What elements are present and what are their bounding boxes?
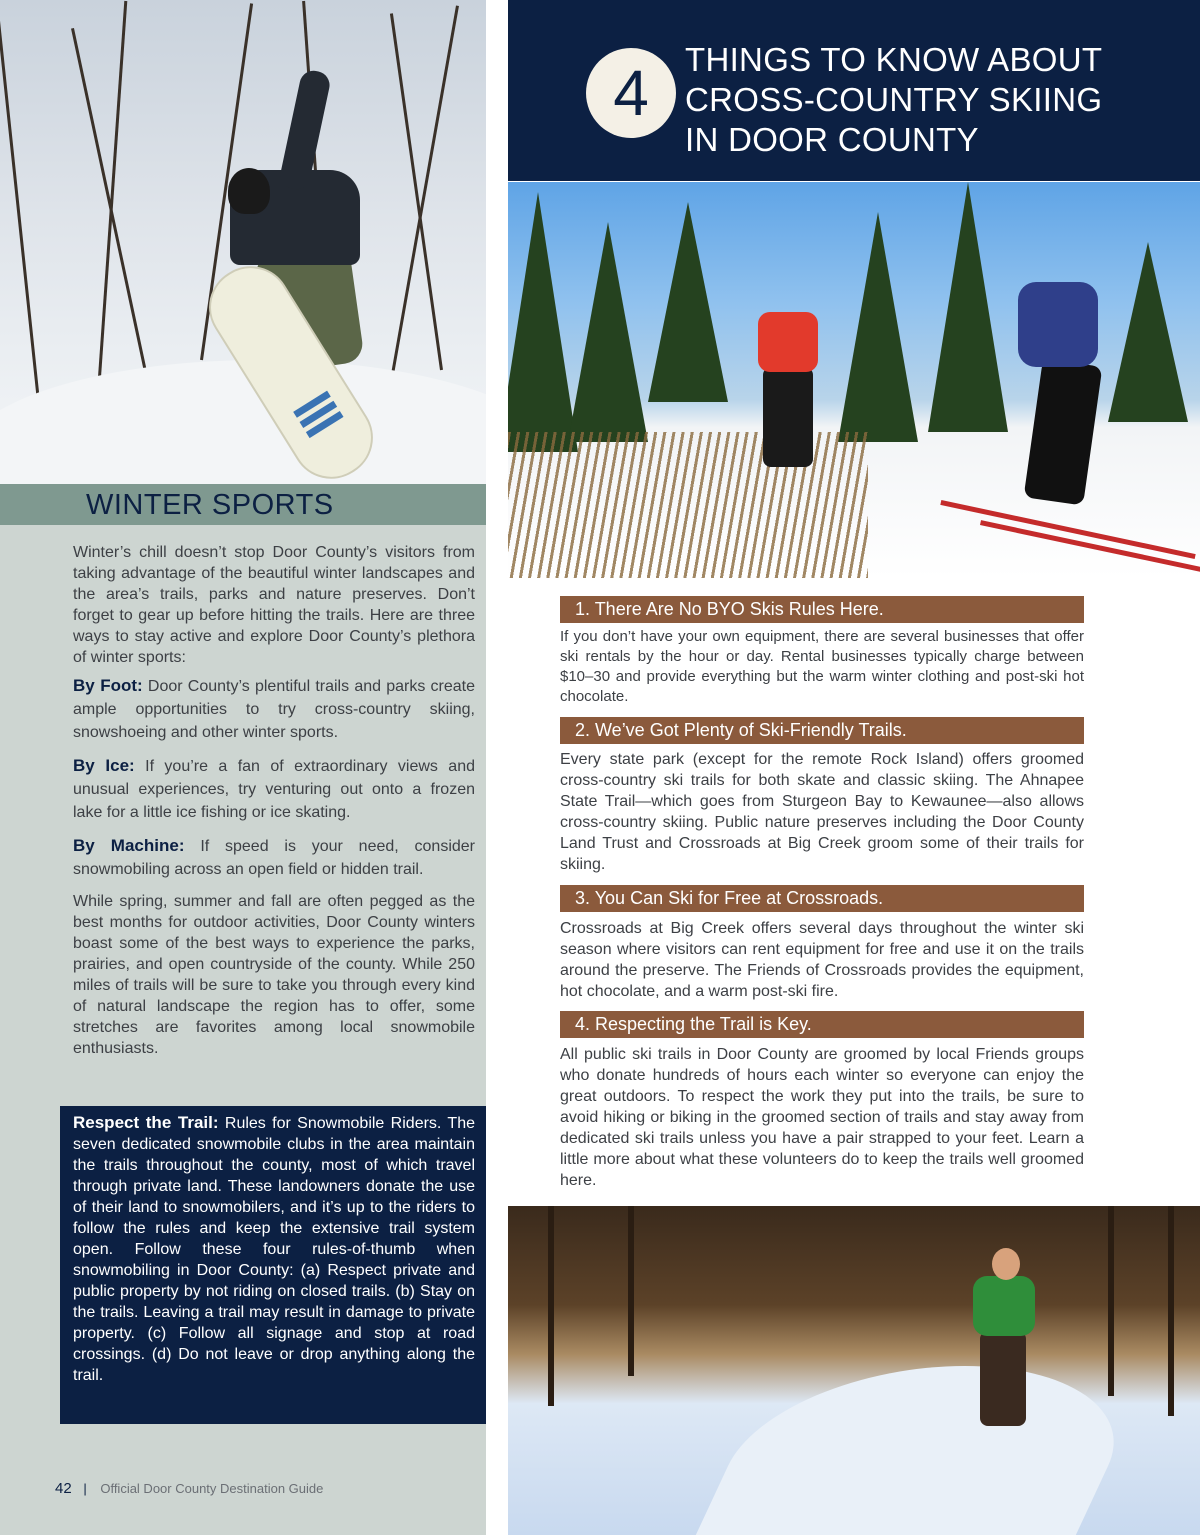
footer-separator: | [83, 1481, 87, 1496]
page-number: 42 [55, 1480, 72, 1497]
tip-heading-4: 4. Respecting the Trail is Key. [560, 1011, 1084, 1038]
by-ice-text: If you’re a fan of extraordinary views and unusual experiences, try venturing out onto a frozen lake for a little ice fishing or ice skating. [73, 758, 475, 821]
winter-closing: While spring, summer and fall are often pegged as the best months for outdoor activities, Door County winters boast some of the best ways to experience the parks, prairies, and open countryside of the county. While 250 miles of trails will be sure to take you through every kind of natural landscape the region has to offer, some stretches are favorites among local snowmobile enthusiasts. [73, 893, 475, 1057]
by-machine-text: If speed is your need, consider snowmobiling across an open field or hidden trail. [73, 838, 476, 878]
respect-trail-text [73, 1112, 475, 1386]
tip-text-1: If you don’t have your own equipment, there are several businesses that offer ski rentals by the hour or day. Rental businesses typically charge between $10–30 and provide everything but the warm winter clothing and post-ski hot chocolate. [560, 628, 1084, 705]
number-badge: 4 [586, 48, 676, 138]
by-machine-label: By Machine: [73, 836, 185, 855]
by-foot-item [73, 674, 475, 744]
skiers-photo [508, 182, 1200, 578]
winter-sports-heading: WINTER SPORTS [86, 489, 334, 521]
title-line: THINGS TO KNOW ABOUT [685, 41, 1103, 78]
tip-heading-3: 3. You Can Ski for Free at Crossroads. [560, 885, 1084, 912]
by-machine-item [73, 834, 475, 881]
tip-heading-1: 1. There Are No BYO Skis Rules Here. [560, 596, 1084, 623]
snowboarder-photo [0, 0, 486, 484]
page-footer [55, 1480, 323, 1497]
winter-sports-text [73, 542, 475, 1065]
by-foot-label: By Foot: [73, 676, 143, 695]
title-line: IN DOOR COUNTY [685, 121, 979, 158]
page-title [685, 40, 1185, 160]
tip-text-3: Crossroads at Big Creek offers several days throughout the winter ski season where visitors can rent equipment for free and use it on the trails around the preserve. The Friends of Crossroads provides the equipment, hot chocolate, and a warm post-ski fire. [560, 920, 1084, 1000]
tip-text-2: Every state park (except for the remote Rock Island) offers groomed cross-country ski trails for both skate and classic skiing. The Ahnapee State Trail—which goes from Sturgeon Bay to Kewaunee—also allows cross-country skiing. Public nature preserves including the Door County Land Trust and Crossroads at Big Creek groom some of their trails for skiing. [560, 751, 1084, 873]
trail-skier-photo [508, 1206, 1200, 1535]
respect-trail-body: Rules for Snowmobile Riders. The seven dedicated snowmobile clubs in the area maintain the trails throughout the county, most of which travel through private land. These landowners donate the use of their land to snowmobilers, and it’s up to the riders to follow the rules and keep the extensive trail system open. Follow these four rules-of-thumb when snowmobiling in Door County: (a) Respect private and public property by not riding on closed trails. (b) Stay on the trails. Leaving a trail may result in damage to private property. (c) Follow all signage and stop at road crossings. (d) Do not leave or drop anything along the trail. [73, 1115, 475, 1384]
tip-heading-2: 2. We’ve Got Plenty of Ski-Friendly Trails. [560, 717, 1084, 744]
tip-text-4: All public ski trails in Door County are groomed by local Friends groups who donate hundreds of hours each winter so everyone can enjoy the great outdoors. To respect the work they put into the trails, be sure to avoid hiking or biking in the groomed section of trails and stay away from dedicated ski trails unless you have a pair strapped to your feet. Learn a little more about what these volunteers do to keep the trails well groomed here. [560, 1046, 1084, 1189]
winter-intro: Winter’s chill doesn’t stop Door County’s visitors from taking advantage of the beautiful winter landscapes and the area’s trails, parks and nature preserves. Don’t forget to gear up before hitting the trails. Here are three ways to stay active and explore Door County’s plethora of winter sports: [73, 544, 475, 666]
respect-trail-label: Respect the Trail: [73, 1113, 219, 1132]
title-line: CROSS-COUNTRY SKIING [685, 81, 1103, 118]
by-ice-item [73, 754, 475, 824]
by-ice-label: By Ice: [73, 756, 135, 775]
guide-title: Official Door County Destination Guide [100, 1481, 324, 1496]
by-foot-text: Door County’s plentiful trails and parks create ample opportunities to try cross-country skiing, snowshoeing and other winter sports. [73, 678, 476, 741]
